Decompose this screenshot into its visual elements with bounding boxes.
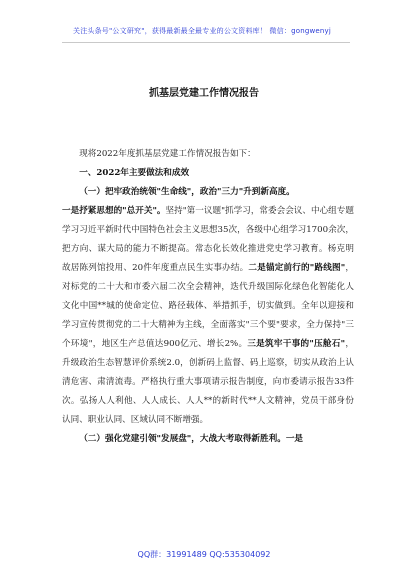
header-banner: 关注头条号"公文研究"，获得最新最全最专业的公文资料库！ 微信：gongwenyj xyxy=(73,27,332,35)
section-heading: 一、2022年主要做法和成效 xyxy=(79,168,190,178)
document-body xyxy=(62,145,354,449)
document-title: 抓基层党建工作情况报告 xyxy=(149,88,259,99)
point-1-lead: 一是抒紧思想的"总开关"。 xyxy=(62,206,166,216)
intro-paragraph: 现将2022年度抓基层党建工作情况报告如下： xyxy=(79,149,256,159)
point-2-lead: 二是锚定前行的"路线图" xyxy=(248,263,346,273)
footer-contact: QQ群：31991489 QQ:535304092 xyxy=(137,550,271,559)
point-1-text: 坚持"第一议题"抓学习，常委会会议、中心组专题学习习近平新时代中国特色社会主义思想35次，各级中心组学习1700余次，把方向、谋大局的能力不断提高。常态化长效化推进党史学习教育。杨克明故居陈列馆投用、20件年度重点民生实事办结。 xyxy=(62,206,354,273)
paragraph-1 xyxy=(62,202,354,430)
subheading-2: （二）强化党建引领"发展盘"，大战大考取得新胜利。 xyxy=(79,434,286,444)
subheading-1: （一）把牢政治统领"生命线"，政治"三力"升到新高度。 xyxy=(79,187,295,197)
subheading-2-paragraph xyxy=(62,430,354,449)
point-2-text: ，对标党的二十大和市委六届二次全会精神，迭代升级国际化绿色化智能化人文化中国**城的使命定位、路径载体、举措抓手，切实做到。全年以迎接和学习宣传贯彻党的二十大精神为主线，全面落实"三个要"要求，全力保持"三个环境"，地区生产总值达900亿元、增长2%。 xyxy=(62,263,354,349)
header-divider xyxy=(62,42,350,43)
point-3-text: ，升级政治生态智慧评价系统2.0，创新码上监督、码上巡察，切实从政治上认清危害、肃清流毒。严格执行重大事项请示报告制度，向市委请示报告33件次。弘扬人人利他、人人成长、人人**的新时代**人文精神，党员干部身份认同、职业认同、区域认同不断增强。 xyxy=(62,339,354,425)
point-2-1-lead: 一是 xyxy=(285,434,304,444)
point-3-lead: 三是筑牢干事的"压舱石" xyxy=(247,339,346,349)
